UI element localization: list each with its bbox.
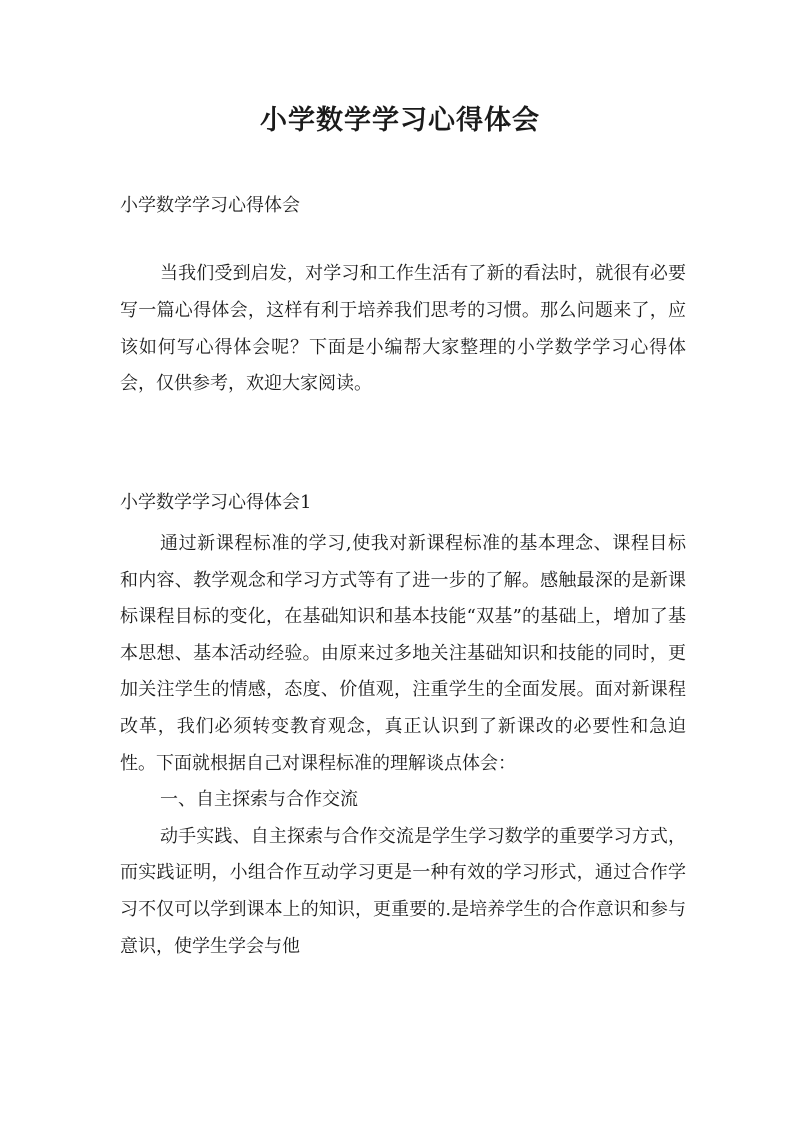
document-title: 小学数学学习心得体会 bbox=[260, 105, 540, 136]
intro-paragraph: 当我们受到启发，对学习和工作生活有了新的看法时，就很有必要写一篇心得体会，这样有利于培养我们思考的习惯。那么问题来了，应该如何写心得体会呢？下面是小编帮大家整理的小学数学学习心得体会，仅供参考，欢迎大家阅读。 bbox=[120, 263, 686, 395]
section-body bbox=[120, 526, 686, 965]
document-subtitle: 小学数学学习心得体会 bbox=[120, 195, 300, 216]
body-paragraph: 动手实践、自主探索与合作交流是学生学习数学的重要学习方式，而实践证明，小组合作互动学习更是一种有效的学习形式，通过合作学习不仅可以学到课本上的知识，更重要的.是培养学生的合作意识和参与意识，使学生学会与他 bbox=[120, 825, 686, 957]
section-title: 小学数学学习心得体会1 bbox=[120, 492, 312, 513]
body-paragraph: 通过新课程标准的学习,使我对新课程标准的基本理念、课程目标和内容、教学观念和学习方式等有了进一步的了解。感触最深的是新课标课程目标的变化，在基础知识和基本技能“双基”的基础上，增加了基本思想、基本活动经验。由原来过多地关注基础知识和技能的同时，更加关注学生的情感，态度、价值观，注重学生的全面发展。面对新课程改革，我们必须转变教育观念，真正认识到了新课改的必要性和急迫性。下面就根据自己对课程标准的理解谈点体会： bbox=[120, 533, 686, 774]
subheading-paragraph: 一、自主探索与合作交流 bbox=[160, 789, 358, 811]
